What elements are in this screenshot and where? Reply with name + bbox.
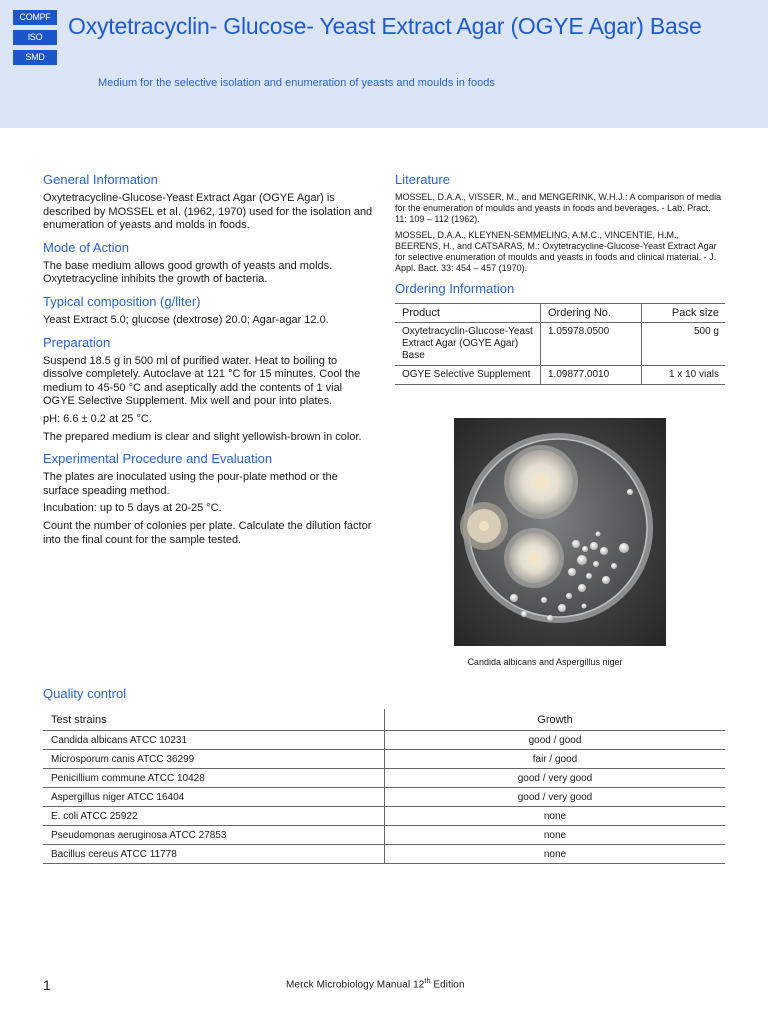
literature-ref-1: MOSSEL, D.A.A., VISSER, M., and MENGERINK, W.H.J.: A comparison of media for the enumeration of moulds and yeasts in foods and beverages. - Lab. Pract. 11: 109 – 112 (1962).: [395, 192, 722, 224]
composition-text: Yeast Extract 5.0; glucose (dextrose) 20.0; Agar-agar 12.0.: [43, 313, 329, 326]
general-text: Oxytetracycline-Glucose-Yeast Extract Agar (OGYE Agar) is described by MOSSEL et al. (1962, 1970) used for the isolation and enumeration of yeasts and molds in foods.: [43, 192, 373, 232]
table-row: [43, 845, 725, 864]
quality-control-table: [43, 709, 725, 864]
strain-cell: Pseudomonas aeruginosa ATCC 27853: [43, 826, 385, 845]
table-row: [43, 769, 725, 788]
left-column: [43, 172, 373, 551]
footer-title: [286, 978, 465, 990]
ordering-row: [395, 366, 725, 385]
petri-dish-photo: [454, 418, 666, 646]
badge-smd: SMD: [13, 50, 57, 65]
table-row: [43, 826, 725, 845]
strain-cell: Aspergillus niger ATCC 16404: [43, 788, 385, 807]
general-heading: General Information: [43, 172, 158, 187]
right-column: [395, 172, 725, 385]
ordering-table: [395, 303, 725, 385]
page-subtitle: Medium for the selective isolation and enumeration of yeasts and moulds in foods: [98, 77, 495, 89]
table-row: [43, 788, 725, 807]
growth-cell: none: [385, 807, 726, 826]
literature-ref-2: MOSSEL, D.A.A., KLEYNEN-SEMMELING, A.M.C., VINCENTIE, H.M., BEERENS, H., and CATSARAS, M.: Oxytetracycline-Glucose-Yeast Extract Agar for selective enumeration of moulds and yeasts in foods and clinical material. - J. Appl. Bact. 33: 454 – 457 (1970).: [395, 230, 717, 273]
growth-cell: good / very good: [385, 769, 726, 788]
strain-cell: E. coli ATCC 25922: [43, 807, 385, 826]
ordering-row: [395, 323, 725, 366]
ordering-heading: Ordering Information: [395, 281, 515, 296]
strain-cell: Candida albicans ATCC 10231: [43, 731, 385, 750]
growth-cell: none: [385, 826, 726, 845]
ordering-header-row: [395, 304, 725, 323]
col-test-strains: Test strains: [43, 709, 385, 731]
mode-heading: Mode of Action: [43, 239, 129, 255]
ordering-no-cell: 1.05978.0500: [541, 323, 642, 366]
literature-heading: Literature: [395, 172, 450, 187]
photo-caption: Candida albicans and Aspergillus niger: [467, 657, 623, 667]
footer-text-sup: th: [424, 978, 431, 985]
count-text: Count the number of colonies per plate. Calculate the dilution factor into the final count for the sample tested.: [43, 519, 372, 546]
ordering-no-cell: 1.09877.0010: [541, 366, 642, 385]
growth-cell: fair / good: [385, 750, 726, 769]
footer-text-main: Merck Microbiology Manual 12: [286, 979, 425, 991]
product-cell: OGYE Selective Supplement: [395, 366, 541, 385]
preparation-heading: Preparation: [43, 334, 111, 350]
pack-size-cell: 1 x 10 vials: [642, 366, 726, 385]
growth-cell: good / good: [385, 731, 726, 750]
literature-list: [395, 192, 725, 274]
quality-control-heading: Quality control: [43, 686, 127, 701]
badge-compf: COMPF: [13, 10, 57, 25]
growth-cell: good / very good: [385, 788, 726, 807]
strain-cell: Penicillium commune ATCC 10428: [43, 769, 385, 788]
table-row: [43, 807, 725, 826]
product-cell: Oxytetracyclin-Glucose-Yeast Extract Agar (OGYE Agar) Base: [395, 323, 541, 366]
col-pack-size: Pack size: [642, 304, 726, 323]
table-row: [43, 731, 725, 750]
page-number: 1: [43, 977, 51, 993]
col-ordering-no: Ordering No.: [541, 304, 642, 323]
page-title: Oxytetracyclin- Glucose- Yeast Extract Agar (OGYE Agar) Base: [68, 13, 702, 39]
table-row: [43, 750, 725, 769]
incubation-text: Incubation: up to 5 days at 20-25 °C.: [43, 502, 222, 515]
col-product: Product: [395, 304, 541, 323]
petri-dish-illustration: [454, 418, 666, 646]
mode-text: The base medium allows good growth of yeasts and molds. Oxytetracycline inhibits the growth of bacteria.: [43, 259, 333, 286]
appearance-text: The prepared medium is clear and slight yellowish-brown in color.: [43, 430, 362, 443]
strain-cell: Bacillus cereus ATCC 11778: [43, 845, 385, 864]
pack-size-cell: 500 g: [642, 323, 726, 366]
procedure-heading: Experimental Procedure and Evaluation: [43, 451, 273, 467]
header-band: [0, 0, 768, 128]
qc-header-row: [43, 709, 725, 731]
footer-text-end: Edition: [430, 979, 465, 991]
growth-cell: none: [385, 845, 726, 864]
composition-heading: Typical composition (g/liter): [43, 293, 201, 309]
col-growth: Growth: [385, 709, 726, 731]
strain-cell: Microsporum canis ATCC 36299: [43, 750, 385, 769]
preparation-text: Suspend 18.5 g in 500 ml of purified water. Heat to boiling to dissolve completely. Autoclave at 121 °C for 15 minutes. Cool the medium to 45-50 °C and aseptically add the contents of 1 vial OGYE Selective Supplement. Mix well and pour into plates.: [43, 354, 361, 408]
badge-iso: ISO: [13, 30, 57, 45]
procedure-text: The plates are inoculated using the pour-plate method or the surface speading method.: [43, 471, 338, 497]
ph-text: pH: 6.6 ± 0.2 at 25 °C.: [43, 412, 152, 425]
